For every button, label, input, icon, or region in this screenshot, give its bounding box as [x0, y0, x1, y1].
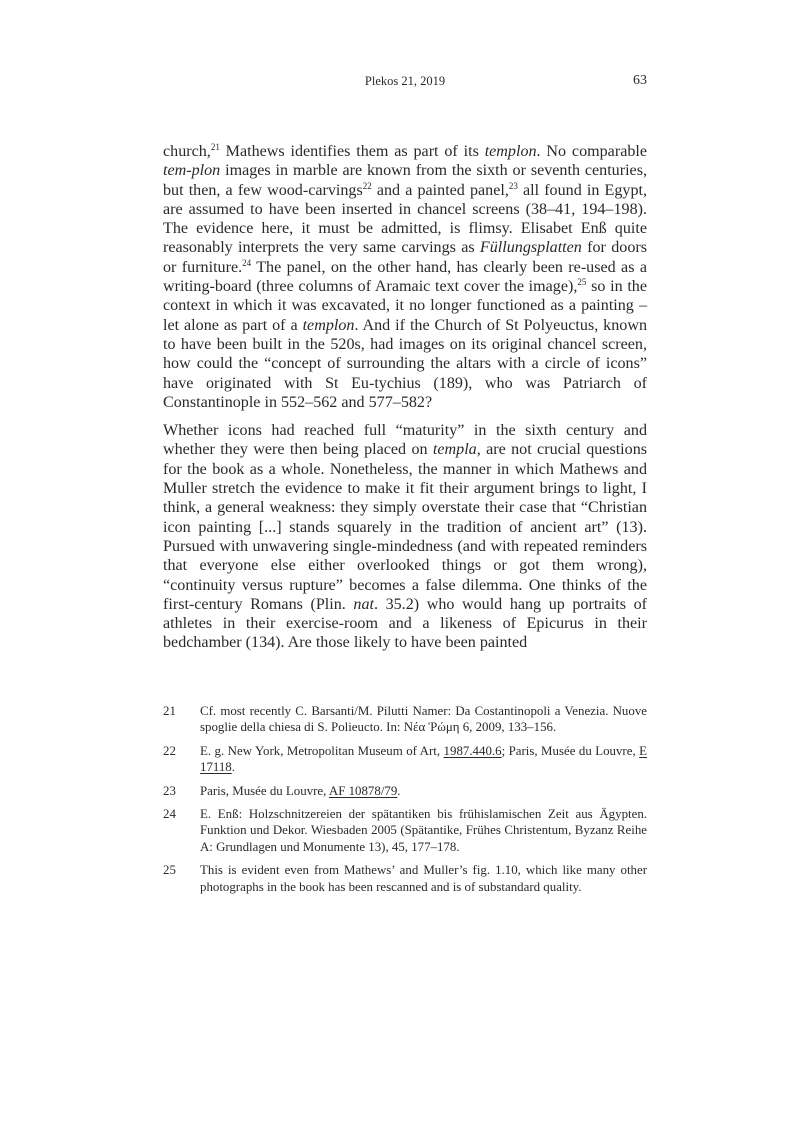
text-run: for doors or furniture. [163, 239, 647, 276]
text-run: ; Paris, Musée du Louvre, [501, 743, 640, 758]
footnote-number: 24 [163, 807, 176, 822]
footnote-text [200, 743, 647, 776]
footnote-24 [163, 806, 647, 855]
italic-term: templa [432, 441, 477, 459]
text-run: images in marble are known from the sixth or seventh centuries, but then, a few wood-carvings [163, 162, 647, 199]
italic-term: Füllungsplatten [479, 239, 582, 257]
text-run: Mathews identifies them as part of its [219, 143, 485, 160]
italic-term: templon [484, 143, 537, 160]
greek-title: Νέα Ῥώμη [403, 720, 460, 735]
footnote-text [200, 703, 647, 736]
link-louvre-e17118[interactable]: E 17118 [200, 743, 648, 775]
text-run: . [231, 760, 235, 775]
footnote-number: 21 [163, 704, 176, 718]
text-run: . [397, 783, 401, 798]
text-run: 6, 2009, 133–156. [459, 720, 557, 735]
footnote-text [200, 783, 647, 799]
page-number: 63 [633, 73, 647, 88]
italic-term: nat [353, 595, 374, 613]
text-run: Paris, Musée du Louvre, [200, 783, 329, 798]
footnote-ref-22[interactable]: 22 [362, 180, 372, 191]
footnote-number: 25 [163, 863, 176, 878]
footnote-ref-24[interactable]: 24 [242, 257, 252, 268]
italic-term: templon [302, 316, 355, 334]
footnote-text: This is evident even from Mathews’ and Muller’s fig. 1.10, which like many other photographs in the book has been rescanned and is of substandard quality. [200, 863, 647, 894]
journal-citation: Plekos 21, 2019 [364, 74, 446, 88]
footnote-22 [163, 743, 647, 776]
text-run: Whether icons had reached full “maturity” in the sixth century and whether they were then being placed on [163, 422, 647, 459]
text-run: , are not crucial questions for the book as a whole. Nonetheless, the manner in which Mathews and Muller stretch the evidence to make it fit their argument brings to light, I think, a general weakness: they simply overstate their case that “Christian icon painting [...] stands squarely in the tradition of ancient art” (13). Pursued with unwavering single-mindedness (and with repeated reminders that everyone else either overlooked things or got them wrong), “continuity versus rupture” becomes a false dilemma. One thinks of the first-century Romans (Plin. [163, 441, 648, 613]
text-run: E. g. New York, Metropolitan Museum of Art, [200, 743, 444, 758]
footnote-number: 22 [163, 743, 176, 758]
footnote-text: E. Enß: Holzschnitzereien der spätantiken bis frühislamischen Zeit aus Ägypten. Funktion und Dekor. Wiesbaden 2005 (Spätantike, Frühes Christentum, Byzanz Reihe A: Grundlagen und Monumente 13), 45, 177–178. [200, 807, 647, 854]
text-run: church, [163, 143, 211, 160]
footnote-ref-25[interactable]: 25 [577, 277, 587, 288]
text-run: and a painted panel, [371, 181, 509, 199]
footnote-number: 23 [163, 783, 176, 798]
paragraph-1 [163, 142, 647, 412]
paragraph-2 [163, 421, 647, 653]
footnote-25 [163, 862, 647, 895]
text-run: . No comparable [536, 143, 647, 160]
text-run: . And if the Church of St Polyeuctus, known to have been built in the 520s, had images on its original chancel screen, how could the “concept of surrounding the altars with a circle of icons” have originated with St Eu-tychius (189), who was Patriarch of Constantinople in 552–562 and 577–582? [163, 316, 647, 411]
running-header [163, 74, 647, 92]
text-run: Cf. most recently C. Barsanti/M. Pilutti Namer: Da Costantinopoli a Venezia. Nuove spoglie della chiesa di S. Polieucto. In: [200, 704, 647, 735]
italic-term: tem-plon [163, 162, 221, 180]
footnotes [163, 703, 647, 902]
text-run: The panel, on the other hand, has clearly been re-used as a writing-board (three columns of Aramaic text cover the image), [163, 258, 647, 296]
text-run: all found in Egypt, are assumed to have been inserted in chancel screens (38–41, 194–198). The evidence here, it must be admitted, is flimsy. Elisabet Enß quite reasonably interprets the very same carvings as [163, 181, 647, 257]
link-met-museum[interactable]: 1987.440.6 [443, 743, 502, 758]
footnote-21 [163, 703, 647, 736]
text-run: so in the context in which it was excavated, it no longer functioned as a painting – let alone as part of a [163, 278, 647, 334]
footnote-23 [163, 783, 647, 799]
link-louvre-af10878[interactable]: AF 10878/79 [328, 783, 398, 798]
main-text [163, 142, 647, 653]
text-run: . 35.2) who would hang up portraits of athletes in their exercise-room and a likeness of Epicurus in their bedchamber (134). Are those likely to have been painted [163, 595, 648, 652]
footnote-ref-23[interactable]: 23 [508, 180, 518, 191]
footnote-ref-21[interactable]: 21 [210, 142, 220, 152]
